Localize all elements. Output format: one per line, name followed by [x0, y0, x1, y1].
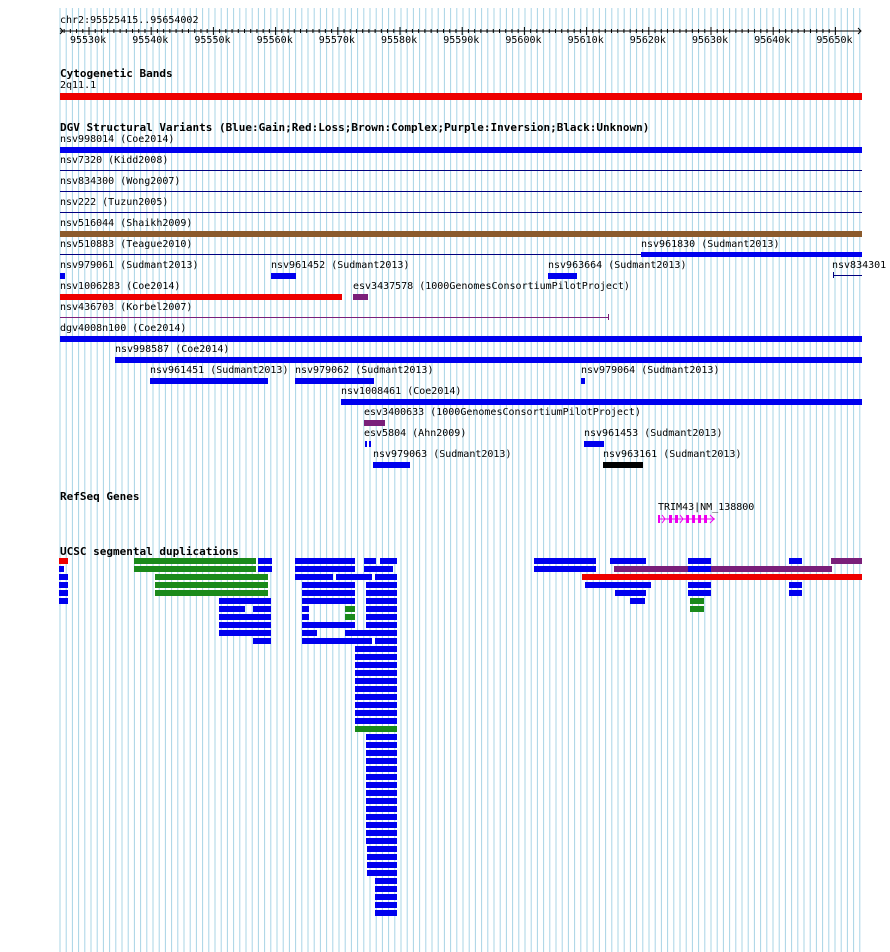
segdup-block[interactable] [345, 614, 355, 620]
segdup-block[interactable] [59, 582, 68, 588]
dgv-label: nsv961830 (Sudmant2013) [641, 239, 780, 250]
segdup-block[interactable] [302, 638, 372, 644]
segdup-block[interactable] [366, 798, 397, 804]
segdup-block[interactable] [690, 598, 704, 604]
segdup-block[interactable] [302, 606, 309, 612]
segdup-block[interactable] [219, 598, 271, 604]
segdup-block[interactable] [688, 566, 711, 572]
segdup-block[interactable] [355, 646, 397, 652]
dgv-label: nsv834300 (Wong2007) [60, 176, 181, 187]
segdup-block[interactable] [355, 686, 397, 692]
segdup-block[interactable] [59, 566, 64, 572]
segdup-block[interactable] [366, 814, 397, 820]
segdup-block[interactable] [155, 590, 268, 596]
segdup-block[interactable] [253, 638, 271, 644]
segdup-block[interactable] [375, 878, 397, 884]
segdup-block[interactable] [366, 750, 397, 756]
segdup-block[interactable] [534, 558, 596, 564]
segdup-block[interactable] [610, 558, 646, 564]
segdup-block[interactable] [366, 582, 397, 588]
segdup-block[interactable] [336, 574, 372, 580]
segdup-block[interactable] [615, 590, 646, 596]
segdup-block[interactable] [364, 566, 393, 572]
segdup-block[interactable] [366, 830, 397, 836]
segdup-track-title: UCSC segmental duplications [60, 545, 239, 558]
segdup-block[interactable] [355, 726, 397, 732]
segdup-block[interactable] [253, 606, 271, 612]
segdup-block[interactable] [345, 630, 397, 636]
cytoband-track-title: Cytogenetic Bands [60, 67, 173, 80]
segdup-block[interactable] [690, 606, 704, 612]
segdup-block[interactable] [134, 566, 256, 572]
segdup-block[interactable] [366, 606, 397, 612]
segdup-block[interactable] [585, 582, 651, 588]
refseq-track-title: RefSeq Genes [60, 490, 140, 503]
dgv-label: nsv961453 (Sudmant2013) [584, 428, 723, 439]
segdup-block[interactable] [59, 590, 68, 596]
segdup-block[interactable] [59, 574, 68, 580]
segdup-block[interactable] [380, 558, 397, 564]
segdup-block[interactable] [355, 678, 397, 684]
segdup-block[interactable] [295, 574, 333, 580]
segdup-block[interactable] [366, 822, 397, 828]
segdup-block[interactable] [366, 742, 397, 748]
segdup-block[interactable] [355, 654, 397, 660]
segdup-block[interactable] [355, 718, 397, 724]
dgv-label: nsv1006283 (Coe2014) [60, 281, 181, 292]
dgv-label: esv5804 (Ahn2009) [364, 428, 467, 439]
segdup-block[interactable] [366, 766, 397, 772]
segdup-block[interactable] [258, 558, 272, 564]
ruler-tick-label: 95570k [318, 35, 355, 46]
segdup-block[interactable] [375, 894, 397, 900]
ruler-range-label: chr2:95525415..95654002 [60, 15, 199, 26]
ruler-tick-label: 95640k [754, 35, 791, 46]
gene-label: TRIM43|NM_138800 [658, 502, 755, 513]
segdup-block[interactable] [302, 614, 309, 620]
segdup-block[interactable] [364, 558, 376, 564]
dgv-label: nsv963664 (Sudmant2013) [548, 260, 687, 271]
segdup-block[interactable] [366, 622, 397, 628]
segdup-block[interactable] [367, 846, 397, 852]
segdup-block[interactable] [355, 710, 397, 716]
dgv-label: nsv979062 (Sudmant2013) [295, 365, 434, 376]
ruler-tick-label: 95630k [692, 35, 729, 46]
ruler-tick-label: 95590k [443, 35, 480, 46]
segdup-block[interactable] [789, 582, 802, 588]
ruler-tick-label: 95540k [132, 35, 169, 46]
segdup-block[interactable] [366, 774, 397, 780]
dgv-track-title: DGV Structural Variants (Blue:Gain;Red:Loss;Brown:Complex;Purple:Inversion;Black:Unknown) [60, 121, 650, 134]
ruler-tick-label: 95610k [567, 35, 604, 46]
segdup-block[interactable] [375, 886, 397, 892]
segdup-block[interactable] [366, 782, 397, 788]
segdup-block[interactable] [789, 590, 802, 596]
segdup-block[interactable] [355, 662, 397, 668]
segdup-block[interactable] [302, 630, 317, 636]
segdup-block[interactable] [789, 558, 802, 564]
dgv-label: nsv961452 (Sudmant2013) [271, 260, 410, 271]
dgv-label: esv3437578 (1000GenomesConsortiumPilotProject) [353, 281, 630, 292]
segdup-block[interactable] [355, 670, 397, 676]
segdup-block[interactable] [688, 558, 711, 564]
dgv-label: nsv834301 [832, 260, 887, 271]
dgv-label: nsv998587 (Coe2014) [115, 344, 230, 355]
ruler-tick-label: 95560k [256, 35, 293, 46]
segdup-block[interactable] [688, 582, 711, 588]
dgv-label: esv3400633 (1000GenomesConsortiumPilotProject) [364, 407, 641, 418]
segdup-block[interactable] [630, 598, 645, 604]
segdup-block[interactable] [219, 622, 271, 628]
segdup-block[interactable] [302, 590, 355, 596]
segdup-block[interactable] [375, 902, 397, 908]
segdup-block[interactable] [366, 758, 397, 764]
dgv-label: nsv516044 (Shaikh2009) [60, 218, 193, 229]
dgv-label: nsv1008461 (Coe2014) [341, 386, 462, 397]
segdup-block[interactable] [302, 622, 355, 628]
segdup-block[interactable] [366, 734, 397, 740]
ruler-tick-label: 95530k [70, 35, 107, 46]
segdup-block[interactable] [295, 558, 355, 564]
dgv-label: dgv4008n100 (Coe2014) [60, 323, 187, 334]
segdup-block[interactable] [375, 910, 397, 916]
ruler-tick-label: 95600k [505, 35, 542, 46]
segdup-block[interactable] [831, 558, 862, 564]
segdup-block[interactable] [366, 838, 397, 844]
segdup-block[interactable] [366, 598, 397, 604]
segdup-block[interactable] [155, 574, 268, 580]
segdup-block[interactable] [302, 598, 355, 604]
segdup-block[interactable] [534, 566, 596, 572]
segdup-block[interactable] [367, 854, 397, 860]
segdup-block[interactable] [366, 614, 397, 620]
segdup-block[interactable] [367, 870, 397, 876]
segdup-block[interactable] [366, 790, 397, 796]
segdup-block[interactable] [366, 590, 397, 596]
segdup-block[interactable] [355, 702, 397, 708]
segdup-block[interactable] [375, 574, 397, 580]
dgv-label: nsv979064 (Sudmant2013) [581, 365, 720, 376]
dgv-label: nsv998014 (Coe2014) [60, 134, 175, 145]
segdup-block[interactable] [367, 862, 397, 868]
segdup-block[interactable] [134, 558, 256, 564]
segdup-block[interactable] [688, 590, 711, 596]
dgv-label: nsv963161 (Sudmant2013) [603, 449, 742, 460]
dgv-label: nsv961451 (Sudmant2013) [150, 365, 289, 376]
segdup-block[interactable] [219, 606, 245, 612]
segdup-block[interactable] [59, 598, 68, 604]
segdup-block[interactable] [59, 558, 68, 564]
segdup-block[interactable] [375, 638, 397, 644]
segdup-block[interactable] [219, 614, 271, 620]
dgv-label: nsv510883 (Teague2010) [60, 239, 193, 250]
segdup-block[interactable] [219, 630, 271, 636]
segdup-block[interactable] [366, 806, 397, 812]
ruler-tick-label: 95650k [816, 35, 853, 46]
dgv-label: nsv436703 (Korbel2007) [60, 302, 193, 313]
cytoband-label: 2q11.1 [60, 80, 97, 91]
segdup-block[interactable] [258, 566, 272, 572]
segdup-block[interactable] [614, 566, 832, 572]
segdup-block[interactable] [302, 582, 355, 588]
dgv-label: nsv979063 (Sudmant2013) [373, 449, 512, 460]
segdup-block[interactable] [295, 566, 355, 572]
dgv-label: nsv7320 (Kidd2008) [60, 155, 169, 166]
segdup-block[interactable] [155, 582, 268, 588]
dgv-label: nsv979061 (Sudmant2013) [60, 260, 199, 271]
ruler-tick-label: 95580k [381, 35, 418, 46]
segdup-block[interactable] [355, 694, 397, 700]
dgv-label: nsv222 (Tuzun2005) [60, 197, 169, 208]
segdup-block[interactable] [345, 606, 355, 612]
ruler-tick-label: 95620k [629, 35, 666, 46]
segdup-block[interactable] [582, 574, 862, 580]
ruler-tick-label: 95550k [194, 35, 231, 46]
